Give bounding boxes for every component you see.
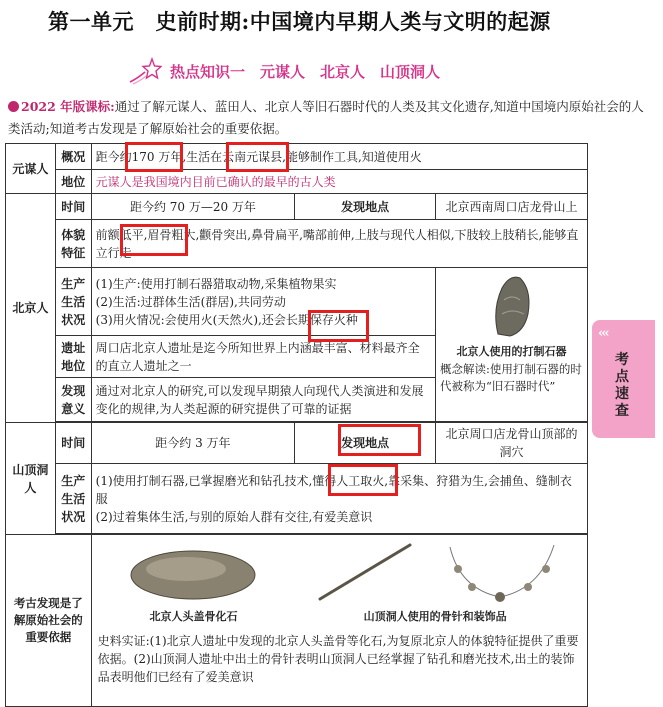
beijing-name: 北京人 <box>6 194 56 423</box>
shanding-site-value: 北京周口店龙骨山顶部的洞穴 <box>435 423 587 464</box>
highlight-box <box>226 142 289 172</box>
beijing-life-label: 生产生活状况 <box>55 268 91 336</box>
skull-image <box>118 539 268 603</box>
hot-topic-text: 热点知识一 元谋人 北京人 山顶洞人 <box>170 62 441 81</box>
curriculum-text: 通过了解元谋人、蓝田人、北京人等旧石器时代的人类及其文化遗存,知道中国境内原始社会的人类活动;知道考古发现是了解原始社会的重要依据。 <box>8 99 644 136</box>
beijing-site-status-text: 周口店北京人遗址是迄今所知世界上内涵最丰富、材料最齐全的直立人遗址之一 <box>91 336 435 378</box>
unit-title: 第一单元 史前时期:中国境内早期人类与文明的起源 <box>48 9 551 34</box>
yuanmou-overview-text: 距今约170 万年,生活在云南元谋县,能够制作工具,知道使用火 <box>91 144 587 170</box>
bullet-icon <box>8 101 19 112</box>
list-item: (2)过着集体生活,与别的原始人群有交往,有爱美意识 <box>95 509 373 524</box>
list-item: (1)生产:使用打制石器猎取动物,采集植物果实 <box>95 276 337 291</box>
beijing-body-label: 体貌特征 <box>55 220 91 268</box>
shanding-name: 山顶洞人 <box>6 423 56 535</box>
curriculum-label: 2022 年版课标: <box>21 99 115 114</box>
beijing-time-value: 距今约 70 万—20 万年 <box>91 194 295 220</box>
shanding-life-label: 生产生活状况 <box>55 464 91 534</box>
stone-tool-image <box>440 270 582 338</box>
list-item: (1)使用打制石器,已掌握磨光和钻孔技术,懂得人工取火,靠采集、狩猎为生,会捕鱼、缝制衣服 <box>95 473 572 506</box>
needle-caption: 山顶洞人使用的骨针和装饰品 <box>363 610 507 623</box>
highlight-box <box>328 464 398 496</box>
highlight-box <box>338 424 421 456</box>
shanding-site-label: 发现地点 <box>295 423 436 464</box>
yuanmou-overview-label: 概况 <box>55 144 91 170</box>
beijing-time-label: 时间 <box>55 194 91 220</box>
archaeology-label: 考古发现是了解原始社会的重要依据 <box>6 535 92 707</box>
stone-tool-cell <box>435 268 587 422</box>
beijing-site-value: 北京西南周口店龙骨山上 <box>435 194 587 220</box>
highlight-box <box>308 310 369 342</box>
highlight-box <box>120 224 188 256</box>
quick-review-label: 考点速查 <box>615 352 629 419</box>
archaeology-images <box>98 539 581 626</box>
hot-topic-heading <box>128 56 440 86</box>
list-item: (3)用火情况:会使用火(天然火),还会长期保存火种 <box>95 312 358 327</box>
skull-figure <box>118 539 268 626</box>
beijing-life-list <box>91 268 435 336</box>
beijing-meaning-label: 发现意义 <box>55 378 91 422</box>
skull-caption: 北京人头盖骨化石 <box>149 610 238 623</box>
knowledge-table <box>5 143 588 707</box>
beijing-body-text: 前额低平,眉骨粗大,颧骨突出,鼻骨扁平,嘴部前伸,上肢与现代人相似,下肢较上肢稍长,能够直立行走 <box>91 220 587 268</box>
yuanmou-status-label: 地位 <box>55 170 91 194</box>
shanding-time-label: 时间 <box>55 423 91 464</box>
yuanmou-status-text: 元谋人是我国境内目前已确认的最早的古人类 <box>91 170 587 194</box>
stone-tool-note: 概念解读:使用打制石器的时代被称为“旧石器时代” <box>439 362 582 393</box>
beijing-site-status-label: 遗址地位 <box>55 336 91 378</box>
star-swoosh-icon <box>128 56 162 86</box>
shanding-time-value: 距今约 3 万年 <box>91 423 295 464</box>
chevrons-left-icon: ‹‹‹ <box>598 326 608 341</box>
beijing-site-label: 发现地点 <box>295 194 436 220</box>
beijing-meaning-text: 通过对北京人的研究,可以发现早期猿人向现代人类演进和发展变化的规律,为人类起源的研究提供了可靠的证据 <box>91 378 435 422</box>
list-item: (2)生活:过群体生活(群居),共同劳动 <box>95 294 286 309</box>
archaeology-content <box>91 535 587 707</box>
highlight-box <box>125 142 183 172</box>
needle-ornaments-image <box>310 539 560 603</box>
needle-figure <box>310 539 560 626</box>
curriculum-standard <box>8 96 648 140</box>
quick-review-tab[interactable] <box>592 320 655 438</box>
stone-tool-caption: 北京人使用的打制石器 <box>456 345 567 358</box>
yuanmou-name: 元谋人 <box>6 144 56 194</box>
archaeology-evidence: 史料实证:(1)北京人遗址中发现的北京人头盖骨等化石,为复原北京人的体貌特征提供了重要依据。(2)山顶洞人遗址中出土的骨针表明山顶洞人已经掌握了钻孔和磨光技术,出土的装饰品表明他们已经有了爱美意识 <box>97 634 579 684</box>
